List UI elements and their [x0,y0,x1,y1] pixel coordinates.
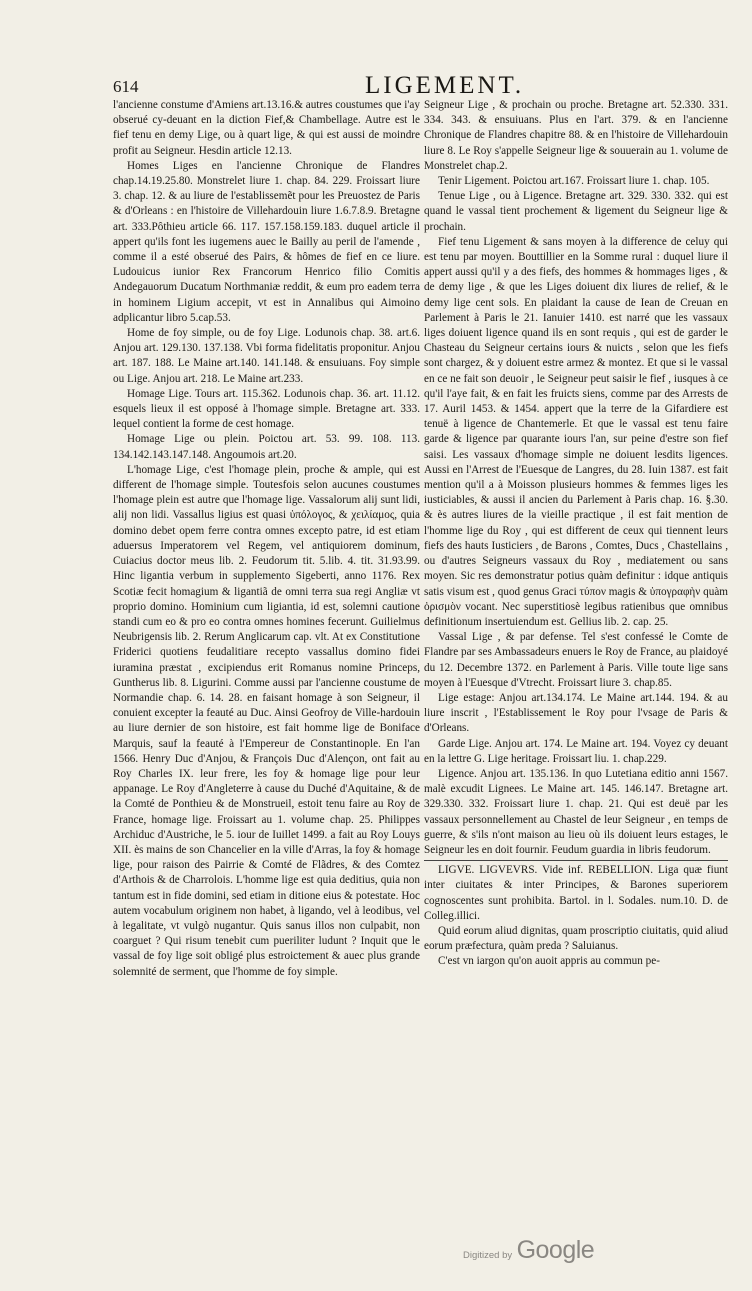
right-column [424,98,728,970]
paragraph: L'homage Lige, c'est l'homage plein, proche & ample, qui est different de l'homage simple. Toutesfois selon aucunes coustumes l'homage plein est autre que l'homage lige. Vassalorum alij sunt lidi, alij non lidi. Vassallus ligius est quasi ὑπόλογος, & χειλίαμος, quia domino debet opem ferre contra omnes excepto patre, id est etiam aduersus Imperatorem vel Regem, vel antiquiorem dominum, Cuiacius doctor meus lib. 2. Feudorum tit. 5.lib. 4. tit. 31.93.99. Hinc ligantia verbum in supplemento Sigeberti, anno 1176. Rex Scotiæ fecit homagium & ligantiã de omni terra sua regi Angliæ vt proprio domino. Hominium cum ligiantia, id est, solemni cautione standi cum eo & pro eo contra omnes homines fecerunt. Guilielmus Neubrigensis lib. 2. Rerum Anglicarum cap. vlt. At ex Constitutione Friderici quotiens feudalitiare recepto vassallus domino fidei iuramina præstat , excipiendus erit Romanus nomine Princeps, Guntherus lib. 8. Ligurini. Comme aussi par l'ancienne coustume de Normandie chap. 6. 14. 28. en faisant homage à son Seigneur, il conuient excepter la feauté au Duc. Ainsi Geofroy de Ville-hardouin au liure dernier de son histoire, est fait homme lige de Boniface Marquis, sauf la feauté à l'Empereur de Constantinople. En l'an 1566. Henry Duc d'Anjou, & François Duc d'Alençon, ont fait au Roy Charles IX. leur frere, les foy & homage lige pour leur appanage. Le Roy d'Angleterre à cause du Duché d'Aquitaine, & de la Comté de Ponthieu & de Monstrueil, estoit tenu faire au Roy de France, homage lige. Froissart au 1. volume chap. 25. Philippes Archiduc d'Austriche, le 5. iour de Iuillet 1499. a fait au Roy Louys XII. ès mains de son Chancelier en la ville d'Arras, la foy & homage lige, pour raison des Pairrie & Comté de Flãdres, & des Comtez d'Arthois & de Charrolois. L'homme lige est quia deditius, quia non tantum est in fide domini, sed etiam in ditione eius & potestate. Hoc autem vocabulum originem non habet, à ligando, vel à leodibus, vel à legalitate, vt vulgò nugantur. Quis sanus illos non culpabit, non coarguet ? Qui risum tenebit cum pueriliter ludunt ? Inquit que le vassal de foy lige soit obligé plus estroictement & auec plus grande solemnité de serment, que l'homme de foy simple. [113,463,420,978]
paragraph: Tenue Lige , ou à Ligence. Bretagne art. 329. 330. 332. qui est quand le vassal tient prochement & ligement du Seigneur lige & prochain. [424,190,728,233]
paragraph: LIGVE. LIGVEVRS. Vide inf. REBELLION. Liga quæ fiunt inter ciuitates & inter Principes, & Barones superiorem cognoscentes sunt prohibita. Bartol. in l. Sodales. num.10. D. de Colleg.illici. [424,864,728,922]
paragraph: C'est vn iargon qu'on auoit appris au commun pe- [438,955,660,968]
paragraph: Garde Lige. Anjou art. 174. Le Maine art. 194. Voyez cy deuant en la lettre G. Lige heritage. Froissart liu. 1. chap.229. [424,737,728,765]
digitized-by-label: Digitized by [463,1250,513,1261]
paragraph: Homage Lige ou plein. Poictou art. 53. 99. 108. 113. 134.142.143.147.148. Angoumois art.20. [113,433,420,461]
paragraph: Seigneur Lige , & prochain ou proche. Bretagne art. 52.330. 331. 334. 343. & ensuiuans. Plus en l'art. 379. & en l'ancienne Chronique de Flandres chapitre 88. & en l'histoire de Villehardouin liure 8. Le Roy s'appelle Seigneur lige & souuerain au 1. volume de Monstrelet chap.2. [424,99,728,172]
paragraph: Vassal Lige , & par defense. Tel s'est confessé le Comte de Flandre par ses Ambassadeurs enuers le Roy de France, au plaidoyé du 12. Decembre 1372. en Parlement à Paris. Ville toute lige sans moyen à l'Euesque d'Vtrecht. Froissart liure 3. chap.85. [424,631,728,689]
digitized-by-google-watermark [463,1236,594,1265]
paragraph: Ligence. Anjou art. 135.136. In quo Lutetiana editio anni 1567. malè excudit Lignees. Le Maine art. 145. 146.147. Bretagne art. 329.330. 332. Froissart liure 1. chap. 21. Qui est deuë par les vassaux personnellement au Chastel de leur Seigneur , en temps de guerre, & s'ils n'ont maison au lieu où ils doiuent leurs estages, le Seigneur les en doit fournir. Feudum guardia in libris feudorum. [424,767,728,856]
page-number: 614 [113,77,139,96]
google-logo: Google [516,1236,595,1264]
left-column [113,98,420,980]
paragraph: l'ancienne constume d'Amiens art.13.16.& autres coustumes que i'ay obserué cy-deuant en la diction Fief,& Chambellage. Autre est le fief tenu en demy Lige, ou à quart lige, & qui est aussi de moindre profit au Seigneur. Hesdin article 12.13. [113,99,420,157]
paragraph: Homes Liges en l'ancienne Chronique de Flandres chap.14.19.25.80. Monstrelet liure 1. chap. 84. 229. Froissart liure 3. chap. 12. & au liure de l'establissemẽt pour les Preuostez de Paris & d'Orleans : en l'histoire de Villehardouin liure 1.6.7.8.9. Bretagne art. 333.Pôthieu article 66. 117. 157.158.159.183. duquel article il appert qu'ils font les iugemens auec le Bailly au peril de l'amende , comme il a esté obserué des Pairs, & hômes de fief en ce liure. Ludouicus iunior Rex Francorum Henrico filio Comitis Andegauorum Ducatum Northmaniæ reddit, & eum pro eadem terra in hominem Ligium accepit, vt est in Annalibus qui Aimoino adplicantur libro 5.cap.53. [113,159,420,324]
running-title: LIGEMENT. [365,72,525,99]
paragraph: Homage Lige. Tours art. 115.362. Lodunois chap. 36. art. 11.12. esquels lieux il est opposé à l'homage simple. Bretagne art. 333. lequel contient la forme de cest homage. [113,387,420,431]
paragraph: Tenir Ligement. Poictou art.167. Froissart liure 1. chap. 105. [438,175,710,188]
paragraph: Quid eorum aliud dignitas, quam proscriptio ciuitatis, quid aliud eorum præfectura, quàm preda ? Saluianus. [424,924,728,953]
paragraph: Home de foy simple, ou de foy Lige. Lodunois chap. 38. art.6. Anjou art. 129.130. 137.138. Vbi forma fidelitatis proponitur. Anjou art. 187. 188. Le Maine art.140. 141.148. & ensuiuans. Foy simple ou Lige. Anjou art. 218. Le Maine art.233. [113,327,420,385]
paragraph: Lige estage: Anjou art.134.174. Le Maine art.144. 194. & au liure inscrit , l'Establissement le Roy pour l'vsage de Paris & d'Orleans. [424,691,728,735]
section-divider [424,860,728,861]
paragraph: Fief tenu Ligement & sans moyen à la difference de celuy qui est tenu par moyen. Bouttillier en la Somme rural : duquel liure il appert aussi qu'il y a des fiefs, des hommes & hommages liges , & de demy lige , & que les Liges doiuent dix liures de relief, & le demy lige cent sols. En plaidant la cause de Iean de Creuan en Parlement à Paris le 21. Ianuier 1410. est narré que les vassaux liges doiuent ligence quand ils en sont requis , qui est de garder le Chasteau du Seigneur certains iours & nuicts , selon que les fiefs sont chargez, & y doiuent estre armez & montez. Et que si le vassal en ce ne fait son deuoir , le Seigneur peut saisir le fief , iusques à ce qu'il l'aye fait, & en fait les fruicts siens, comme par des Arrests de 17. Auril 1453. & 1454. appert que la terre de la Gifardiere est tenuë à ligence de Chantemerle. Et que le vassal est tenu faire garde & ligence par quarante iours l'an, sur peine d'estre son fief saisi. Les vassaux d'homage simple ne doiuent lesdits ligences. Aussi en l'Arrest de l'Euesque de Langres, du 28. Iuin 1387. est fait mention qu'il a à Moisson plusieurs hommes & femmes liges les iusticiables, & aussi il ancien du Parlement à Paris chap. 16. §.30. & ès autres liures de la vieille practique , il est fait mention de l'homme lige du Roy , qui est different de ceux qui tiennent leurs fiefs des hauts Iusticiers , de Barons , Comtes, Ducs , Chastellains , ou d'autres Seigneurs vassaux du Roy , mediatement ou sans moyen. Sic res demonstratur potius quàm definitur : idque antiquis satis visum est , quod genus Graci τύπον magis & ὑπογραφὴν quàm ὁρισμὸν vocant. Nec superstitiosè legibus ratienibus que omnibus definitionum insertuiendum est. Gellius lib. 2. cap. 25. [424,235,728,628]
